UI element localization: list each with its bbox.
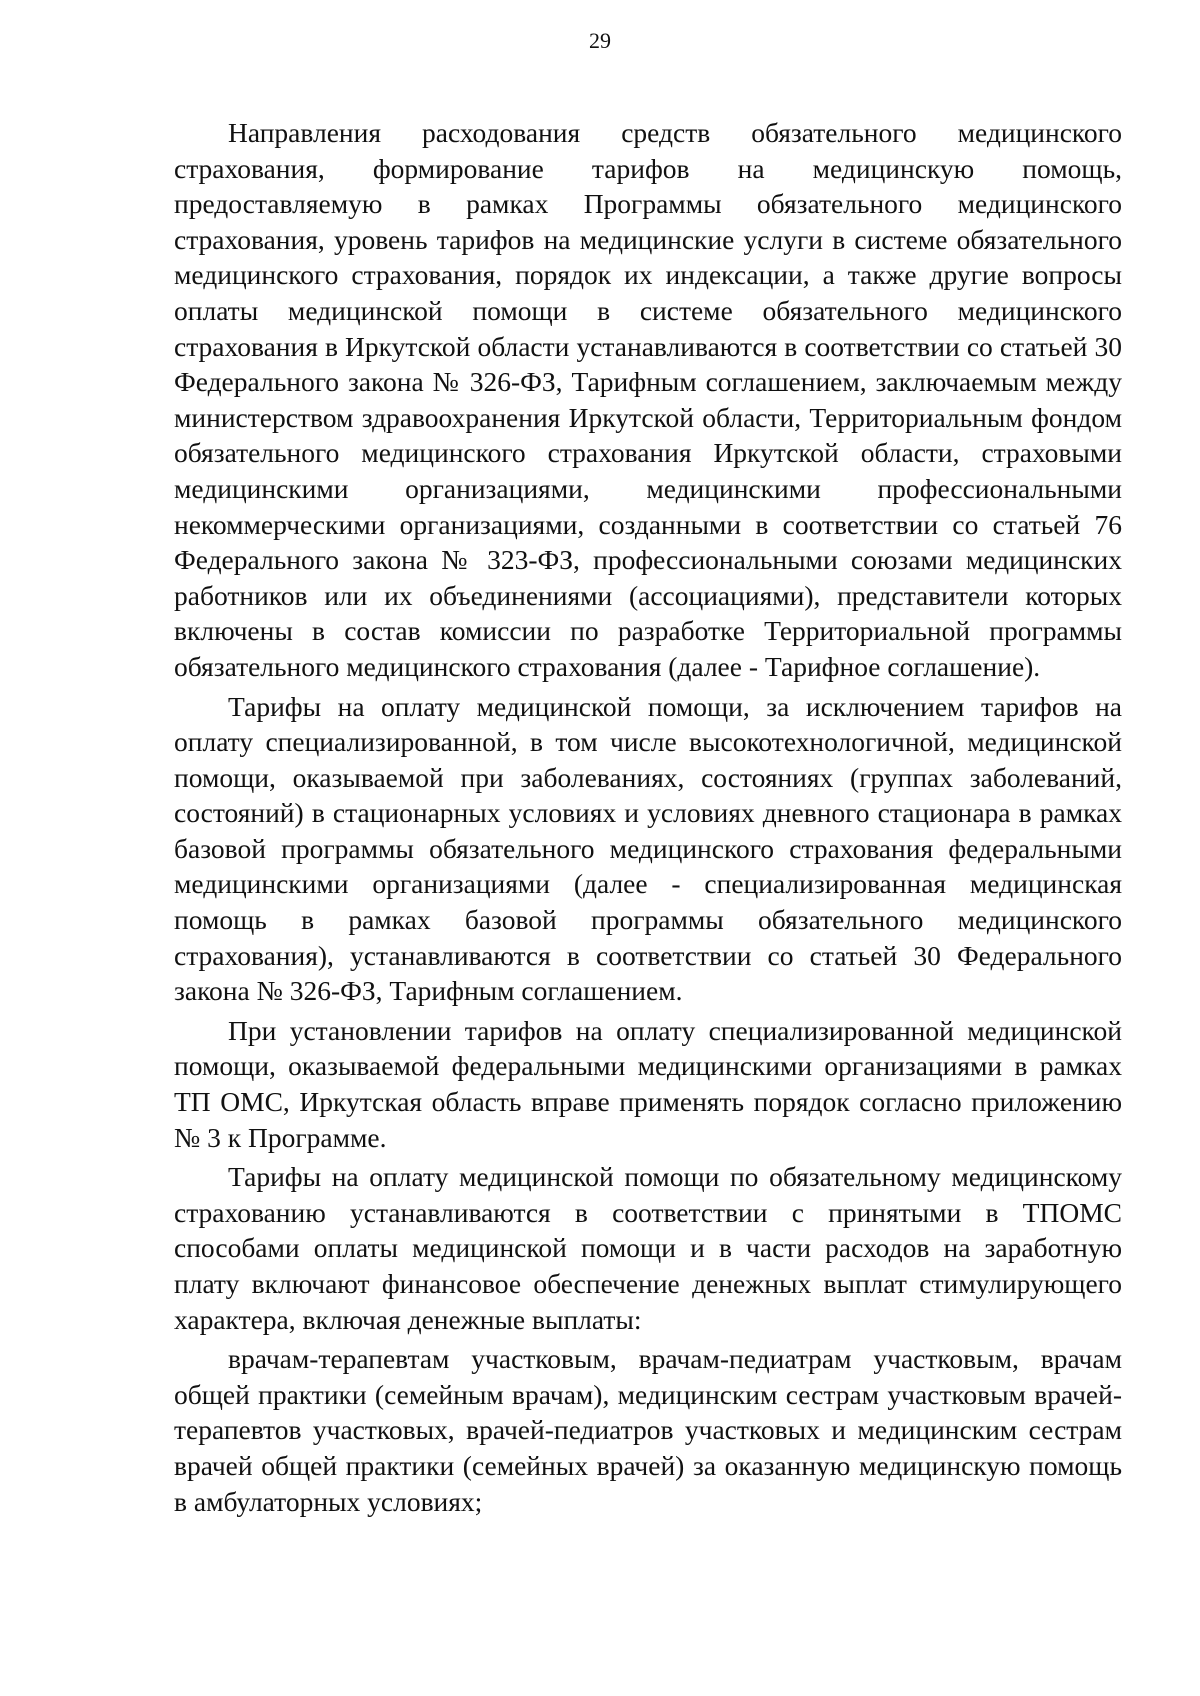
- body-text: [174, 115, 1122, 1523]
- paragraph-oms-spending: Направления расходования средств обязательного медицинского страхования, формирование тарифов на медицинскую помощь, предоставляемую в рамках Программы обязательного медицинского страхования, уровень тарифов на медицинские услуги в системе обязательного медицинского страхования, порядок их индексации, а также другие вопросы оплаты медицинской помощи в системе обязательного медицинского страхования в Иркутской области устанавливаются в соответствии со статьей 30 Федерального закона № 326-ФЗ, Тарифным соглашением, заключаемым между министерством здравоохранения Иркутской области, Территориальным фондом обязательного медицинского страхования Иркутской области, страховыми медицинскими организациями, медицинскими профессиональными некоммерческими организациями, созданными в соответствии со статьей 76 Федерального закона № 323-ФЗ, профессиональными союзами медицинских работников или их объединениями (ассоциациями), представители которых включены в состав комиссии по разработке Территориальной программы обязательного медицинского страхования (далее - Тарифное соглашение).: [174, 117, 1122, 682]
- paragraph-tariffs-specialized: Тарифы на оплату медицинской помощи, за исключением тарифов на оплату специализированной, в том числе высокотехнологичной, медицинской помощи, оказываемой при заболеваниях, состояниях (группах заболеваний, состояний) в стационарных условиях и условиях дневного стационара в рамках базовой программы обязательного медицинского страхования федеральными медицинскими организациями (далее - специализированная медицинская помощь в рамках базовой программы обязательного медицинского страхования), устанавливаются в соответствии со статьей 30 Федерального закона № 326-ФЗ, Тарифным соглашением.: [174, 690, 1122, 1007]
- page-number: 29: [589, 28, 611, 53]
- paragraph-federal-organizations: При установлении тарифов на оплату специализированной медицинской помощи, оказываемой федеральными медицинскими организациями в рамках ТП ОМС, Иркутская область вправе применять порядок согласно приложению № 3 к Программе.: [174, 1014, 1122, 1153]
- paragraph-tariff-payments: Тарифы на оплату медицинской помощи по обязательному медицинскому страхованию устанавливаются в соответствии с принятыми в ТПОМС способами оплаты медицинской помощи и в части расходов на заработную плату включают финансовое обеспечение денежных выплат стимулирующего характера, включая денежные выплаты:: [174, 1161, 1122, 1335]
- paragraph-doctors-payments: врачам-терапевтам участковым, врачам-педиатрам участковым, врачам общей практики (семейным врачам), медицинским сестрам участковым врачей-терапевтов участковых, врачей-педиатров участковых и медицинским сестрам врачей общей практики (семейных врачей) за оказанную медицинскую помощь в амбулаторных условиях;: [174, 1343, 1122, 1517]
